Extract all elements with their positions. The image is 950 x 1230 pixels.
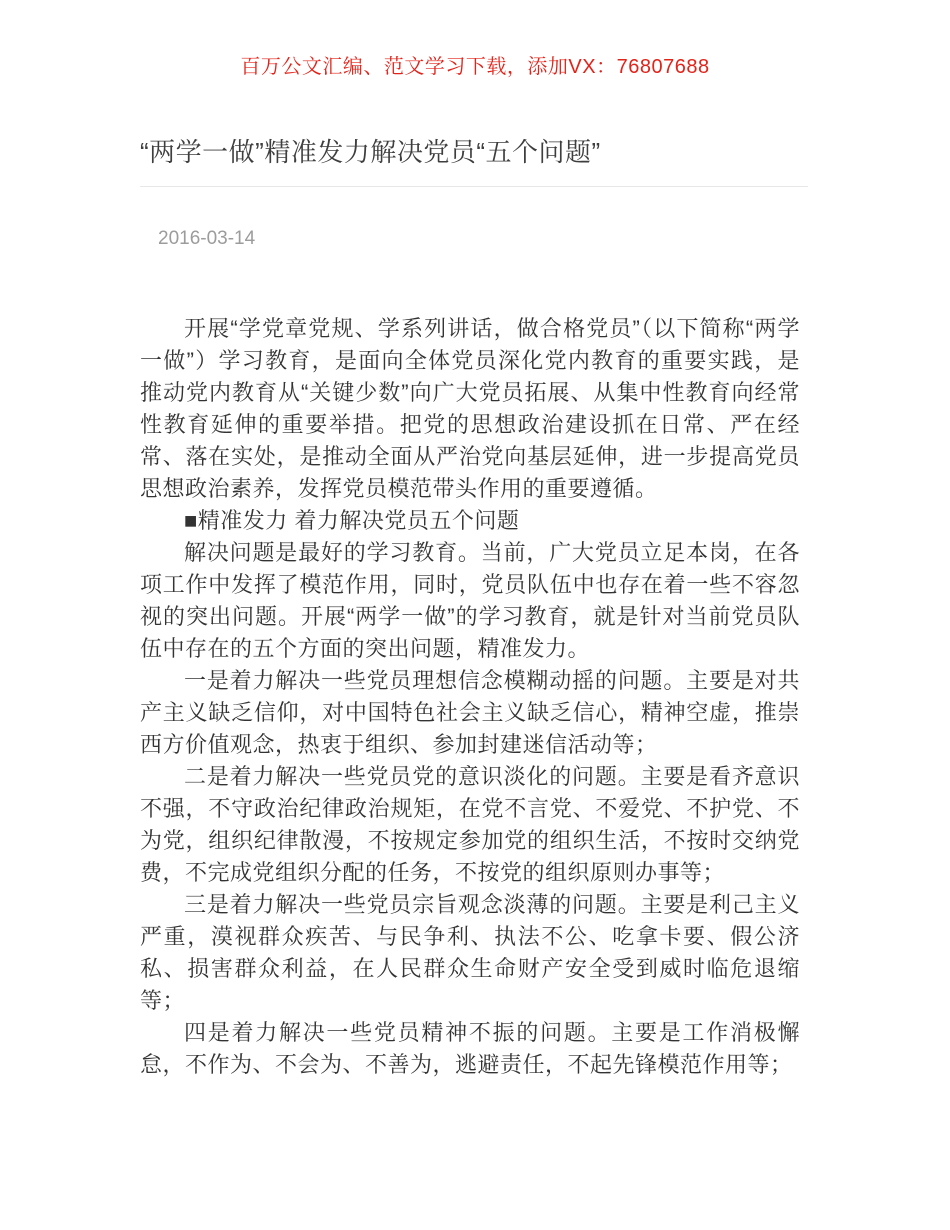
article <box>140 135 808 1081</box>
paragraph-problem-1: 一是着力解决一些党员理想信念模糊动摇的问题。主要是对共产主义缺乏信仰，对中国特色社会主义缺乏信心，精神空虚，推崇西方价值观念，热衷于组织、参加封建迷信活动等； <box>140 668 800 758</box>
paragraph-section-heading: ■精准发力 着力解决党员五个问题 <box>184 508 520 534</box>
paragraph-problem-4: 四是着力解决一些党员精神不振的问题。主要是工作消极懈怠，不作为、不会为、不善为，逃避责任，不起先锋模范作用等； <box>140 1020 800 1078</box>
publish-date: 2016-03-14 <box>158 228 256 250</box>
paragraph-overview: 解决问题是最好的学习教育。当前，广大党员立足本岗，在各项工作中发挥了模范作用，同时，党员队伍中也存在着一些不容忽视的突出问题。开展“两学一做”的学习教育，就是针对当前党员队伍中存在的五个方面的突出问题，精准发力。 <box>140 540 800 662</box>
title-divider <box>140 186 808 187</box>
paragraph-intro: 开展“学党章党规、学系列讲话，做合格党员”（以下简称“两学一做”）学习教育，是面向全体党员深化党内教育的重要实践，是推动党内教育从“关键少数”向广大党员拓展、从集中性教育向经常性教育延伸的重要举措。把党的思想政治建设抓在日常、严在经常、落在实处，是推动全面从严治党向基层延伸，进一步提高党员思想政治素养，发挥党员模范带头作用的重要遵循。 <box>140 316 800 502</box>
paragraph-problem-2: 二是着力解决一些党员党的意识淡化的问题。主要是看齐意识不强，不守政治纪律政治规矩，在党不言党、不爱党、不护党、不为党，组织纪律散漫，不按规定参加党的组织生活，不按时交纳党费，不完成党组织分配的任务，不按党的组织原则办事等； <box>140 764 800 886</box>
paragraph-problem-3: 三是着力解决一些党员宗旨观念淡薄的问题。主要是利己主义严重，漠视群众疾苦、与民争利、执法不公、吃拿卡要、假公济私、损害群众利益，在人民群众生命财产安全受到威时临危退缩等； <box>140 892 800 1014</box>
page-title: “两学一做”精准发力解决党员“五个问题” <box>140 137 601 167</box>
article-body <box>140 313 800 1081</box>
promo-banner: 百万公文汇编、范文学习下载，添加VX：76807688 <box>240 56 710 78</box>
